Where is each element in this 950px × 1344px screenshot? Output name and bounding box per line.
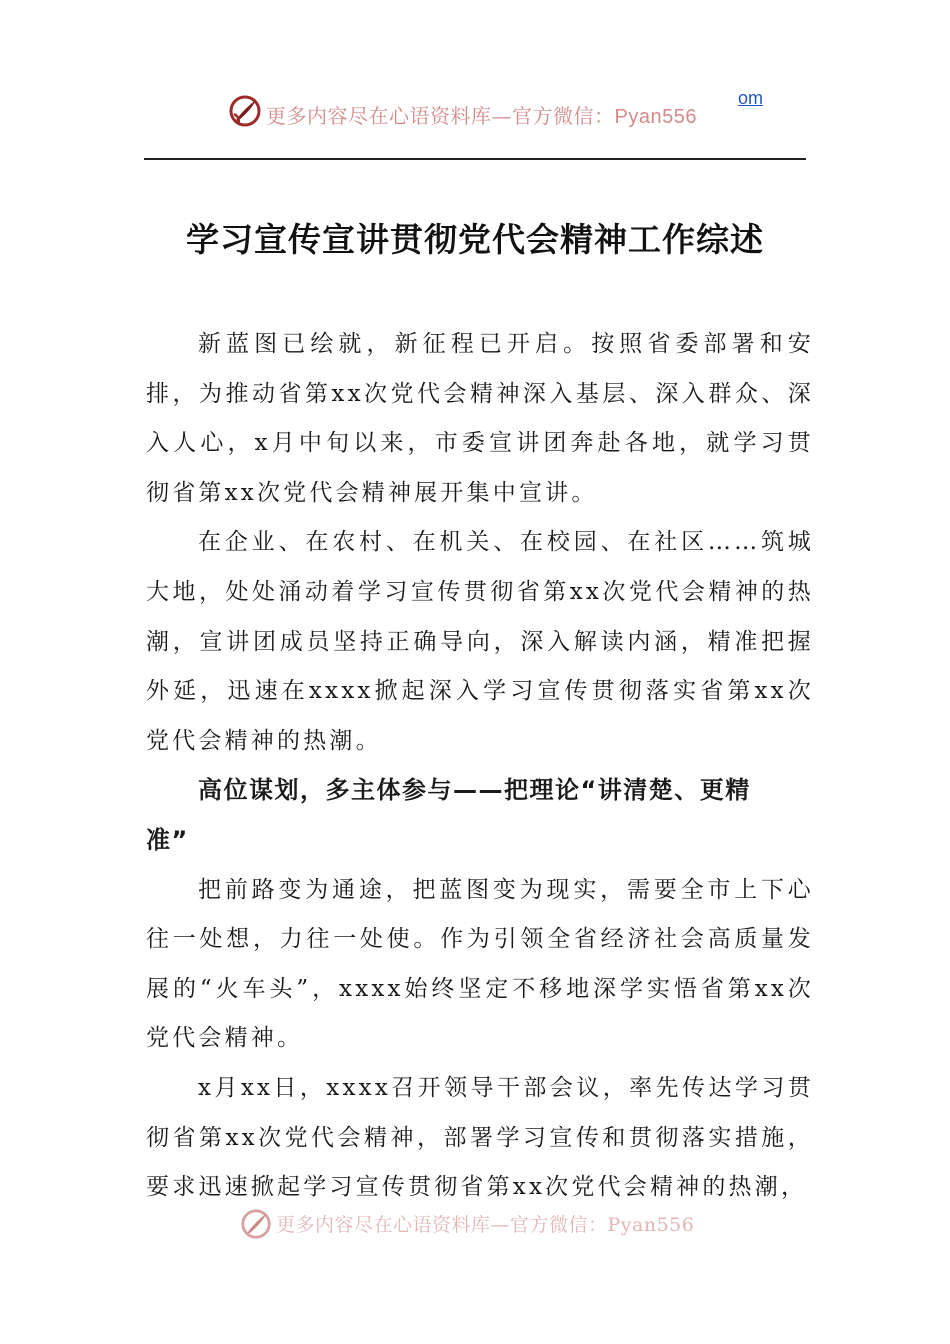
- paragraph: x月xx日，xxxx召开领导干部会议，率先传达学习贯彻省第xx次党代会精神，部署学习宣传和贯彻落实措施，要求迅速掀起学习宣传贯彻省第xx次党代会精神的热潮，: [146, 1074, 814, 1201]
- paragraph: 在企业、在农村、在机关、在校园、在社区……筑城大地，处处涌动着学习宣传贯彻省第xx次党代会精神的热潮，宣讲团成员坚持正确导向，深入解读内涵，精准把握外延，迅速在xxxx掀起深入学习宣传贯彻落实省第xx次党代会精神的热潮。: [146, 529, 814, 754]
- footer-watermark: [276, 1210, 694, 1237]
- section-heading: 高位谋划，多主体参与——把理论“讲清楚、更精准”: [146, 776, 751, 854]
- page-header: [0, 88, 950, 132]
- header-watermark: [266, 100, 697, 129]
- footer-wechat-id: Pyan556: [607, 1214, 695, 1236]
- quill-seal-icon: [228, 94, 262, 128]
- paragraph: 新蓝图已绘就，新征程已开启。按照省委部署和安排，为推动省第xx次党代会精神深入基层、深入群众、深入人心，x月中旬以来，市委宣讲团奔赴各地，就学习贯彻省第xx次党代会精神展开集中宣讲。: [146, 331, 814, 506]
- header-watermark-text: 更多内容尽在心语资料库—官方微信：: [266, 104, 615, 128]
- header-link[interactable]: om: [738, 88, 764, 108]
- paragraph: 把前路变为通途，把蓝图变为现实，需要全市上下心往一处想，力往一处使。作为引领全省经济社会高质量发展的“火车头”，xxxx始终坚定不移地深学实悟省第xx次党代会精神。: [146, 876, 814, 1052]
- header-wechat-id: Pyan556: [614, 106, 697, 128]
- page-footer: [0, 1204, 950, 1244]
- document-body: [146, 320, 814, 1213]
- quill-seal-icon: [240, 1208, 272, 1240]
- document-title: 学习宣传宣讲贯彻党代会精神工作综述: [186, 220, 764, 259]
- footer-watermark-text: 更多内容尽在心语资料库—官方微信：: [276, 1214, 608, 1236]
- header-divider: [144, 158, 806, 160]
